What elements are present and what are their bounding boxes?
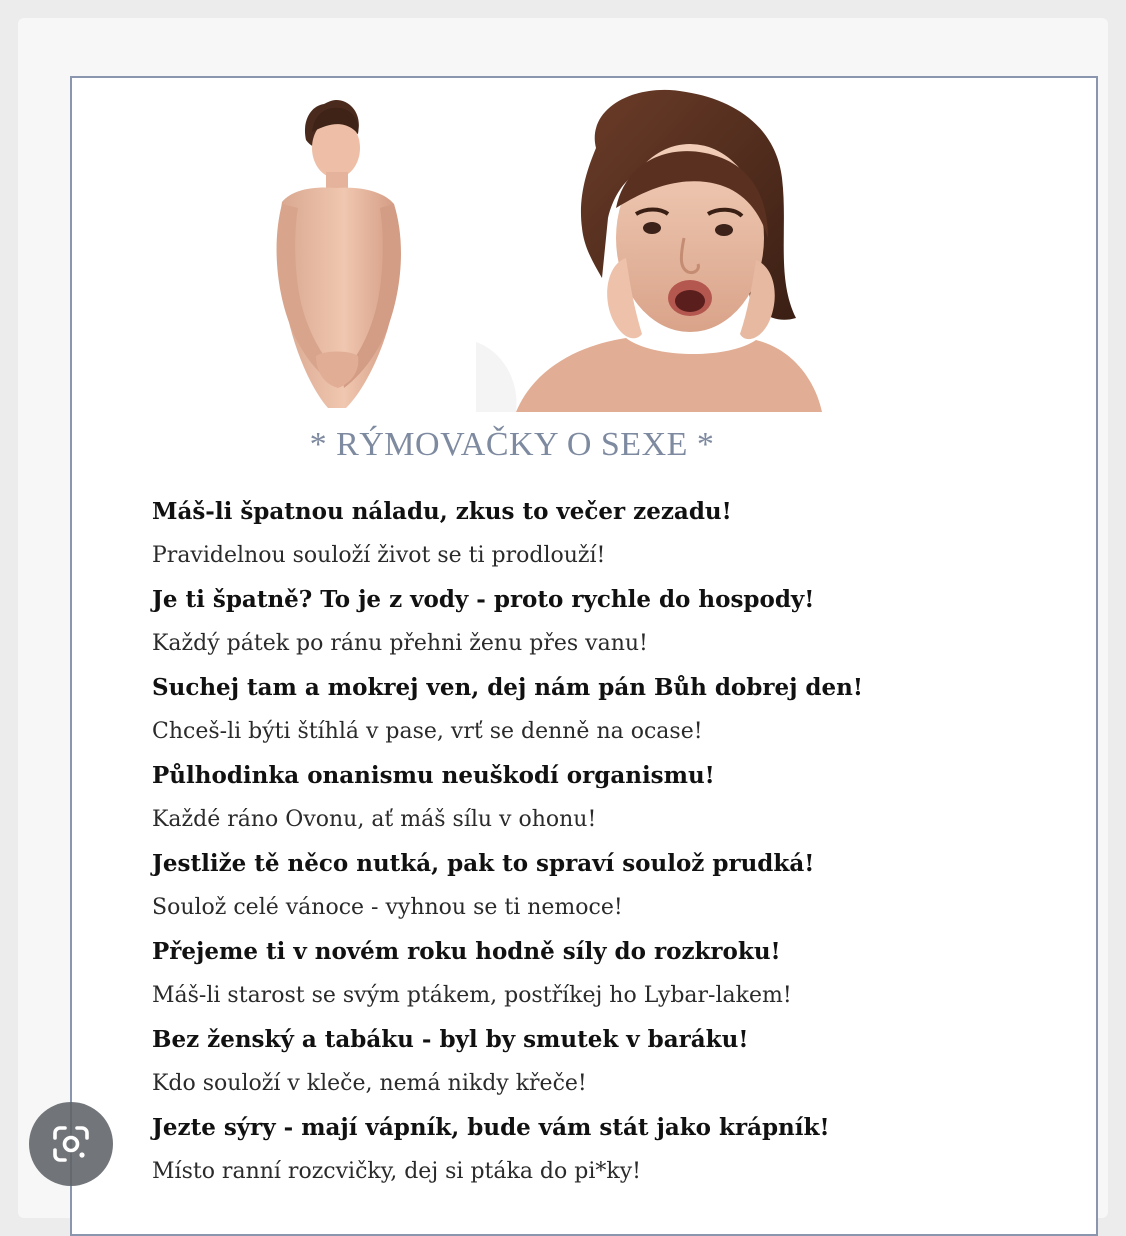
google-lens-icon [49, 1122, 93, 1166]
rhyme-line: Bez ženský a tabáku - byl by smutek v baráku! [152, 1026, 749, 1053]
rhyme-line: Jestliže tě něco nutká, pak to spraví soulož prudká! [152, 850, 815, 877]
rhyme-line: Každý pátek po ránu přehni ženu přes vanu! [152, 631, 648, 656]
rhyme-line: Půlhodinka onanismu neuškodí organismu! [152, 762, 715, 789]
rhyme-line: Je ti špatně? To je z vody - proto rychle do hospody! [152, 586, 815, 613]
rhyme-line: Máš-li starost se svým ptákem, postříkej ho Lybar-lakem! [152, 983, 792, 1008]
rhyme-line: Máš-li špatnou náladu, zkus to večer zezadu! [152, 498, 732, 525]
rhyme-line: Chceš-li býti štíhlá v pase, vrť se denně na ocase! [152, 719, 703, 744]
rhyme-line: Místo ranní rozcvičky, dej si ptáka do pi*ky! [152, 1159, 641, 1184]
poster [70, 76, 1098, 1236]
poster-title: * RÝMOVAČKY O SEXE * [309, 426, 715, 463]
rhyme-line: Soulož celé vánoce - vyhnou se ti nemoce! [152, 895, 623, 920]
rhyme-line: Každé ráno Ovonu, ať máš sílu v ohonu! [152, 807, 597, 832]
woman-photo [476, 88, 822, 412]
rhyme-line: Kdo souloží v kleče, nemá nikdy křeče! [152, 1071, 587, 1096]
rhyme-line: Pravidelnou souloží život se ti prodlouží! [152, 543, 606, 568]
man-photo [262, 92, 422, 414]
rhyme-line: Jezte sýry - mají vápník, bude vám stát jako krápník! [152, 1114, 830, 1141]
lens-search-button[interactable] [29, 1102, 113, 1186]
rhyme-list [152, 490, 1072, 1194]
rhyme-line: Přejeme ti v novém roku hodně síly do rozkroku! [152, 938, 781, 965]
image-card [18, 18, 1108, 1218]
rhyme-line: Suchej tam a mokrej ven, dej nám pán Bůh dobrej den! [152, 674, 863, 701]
